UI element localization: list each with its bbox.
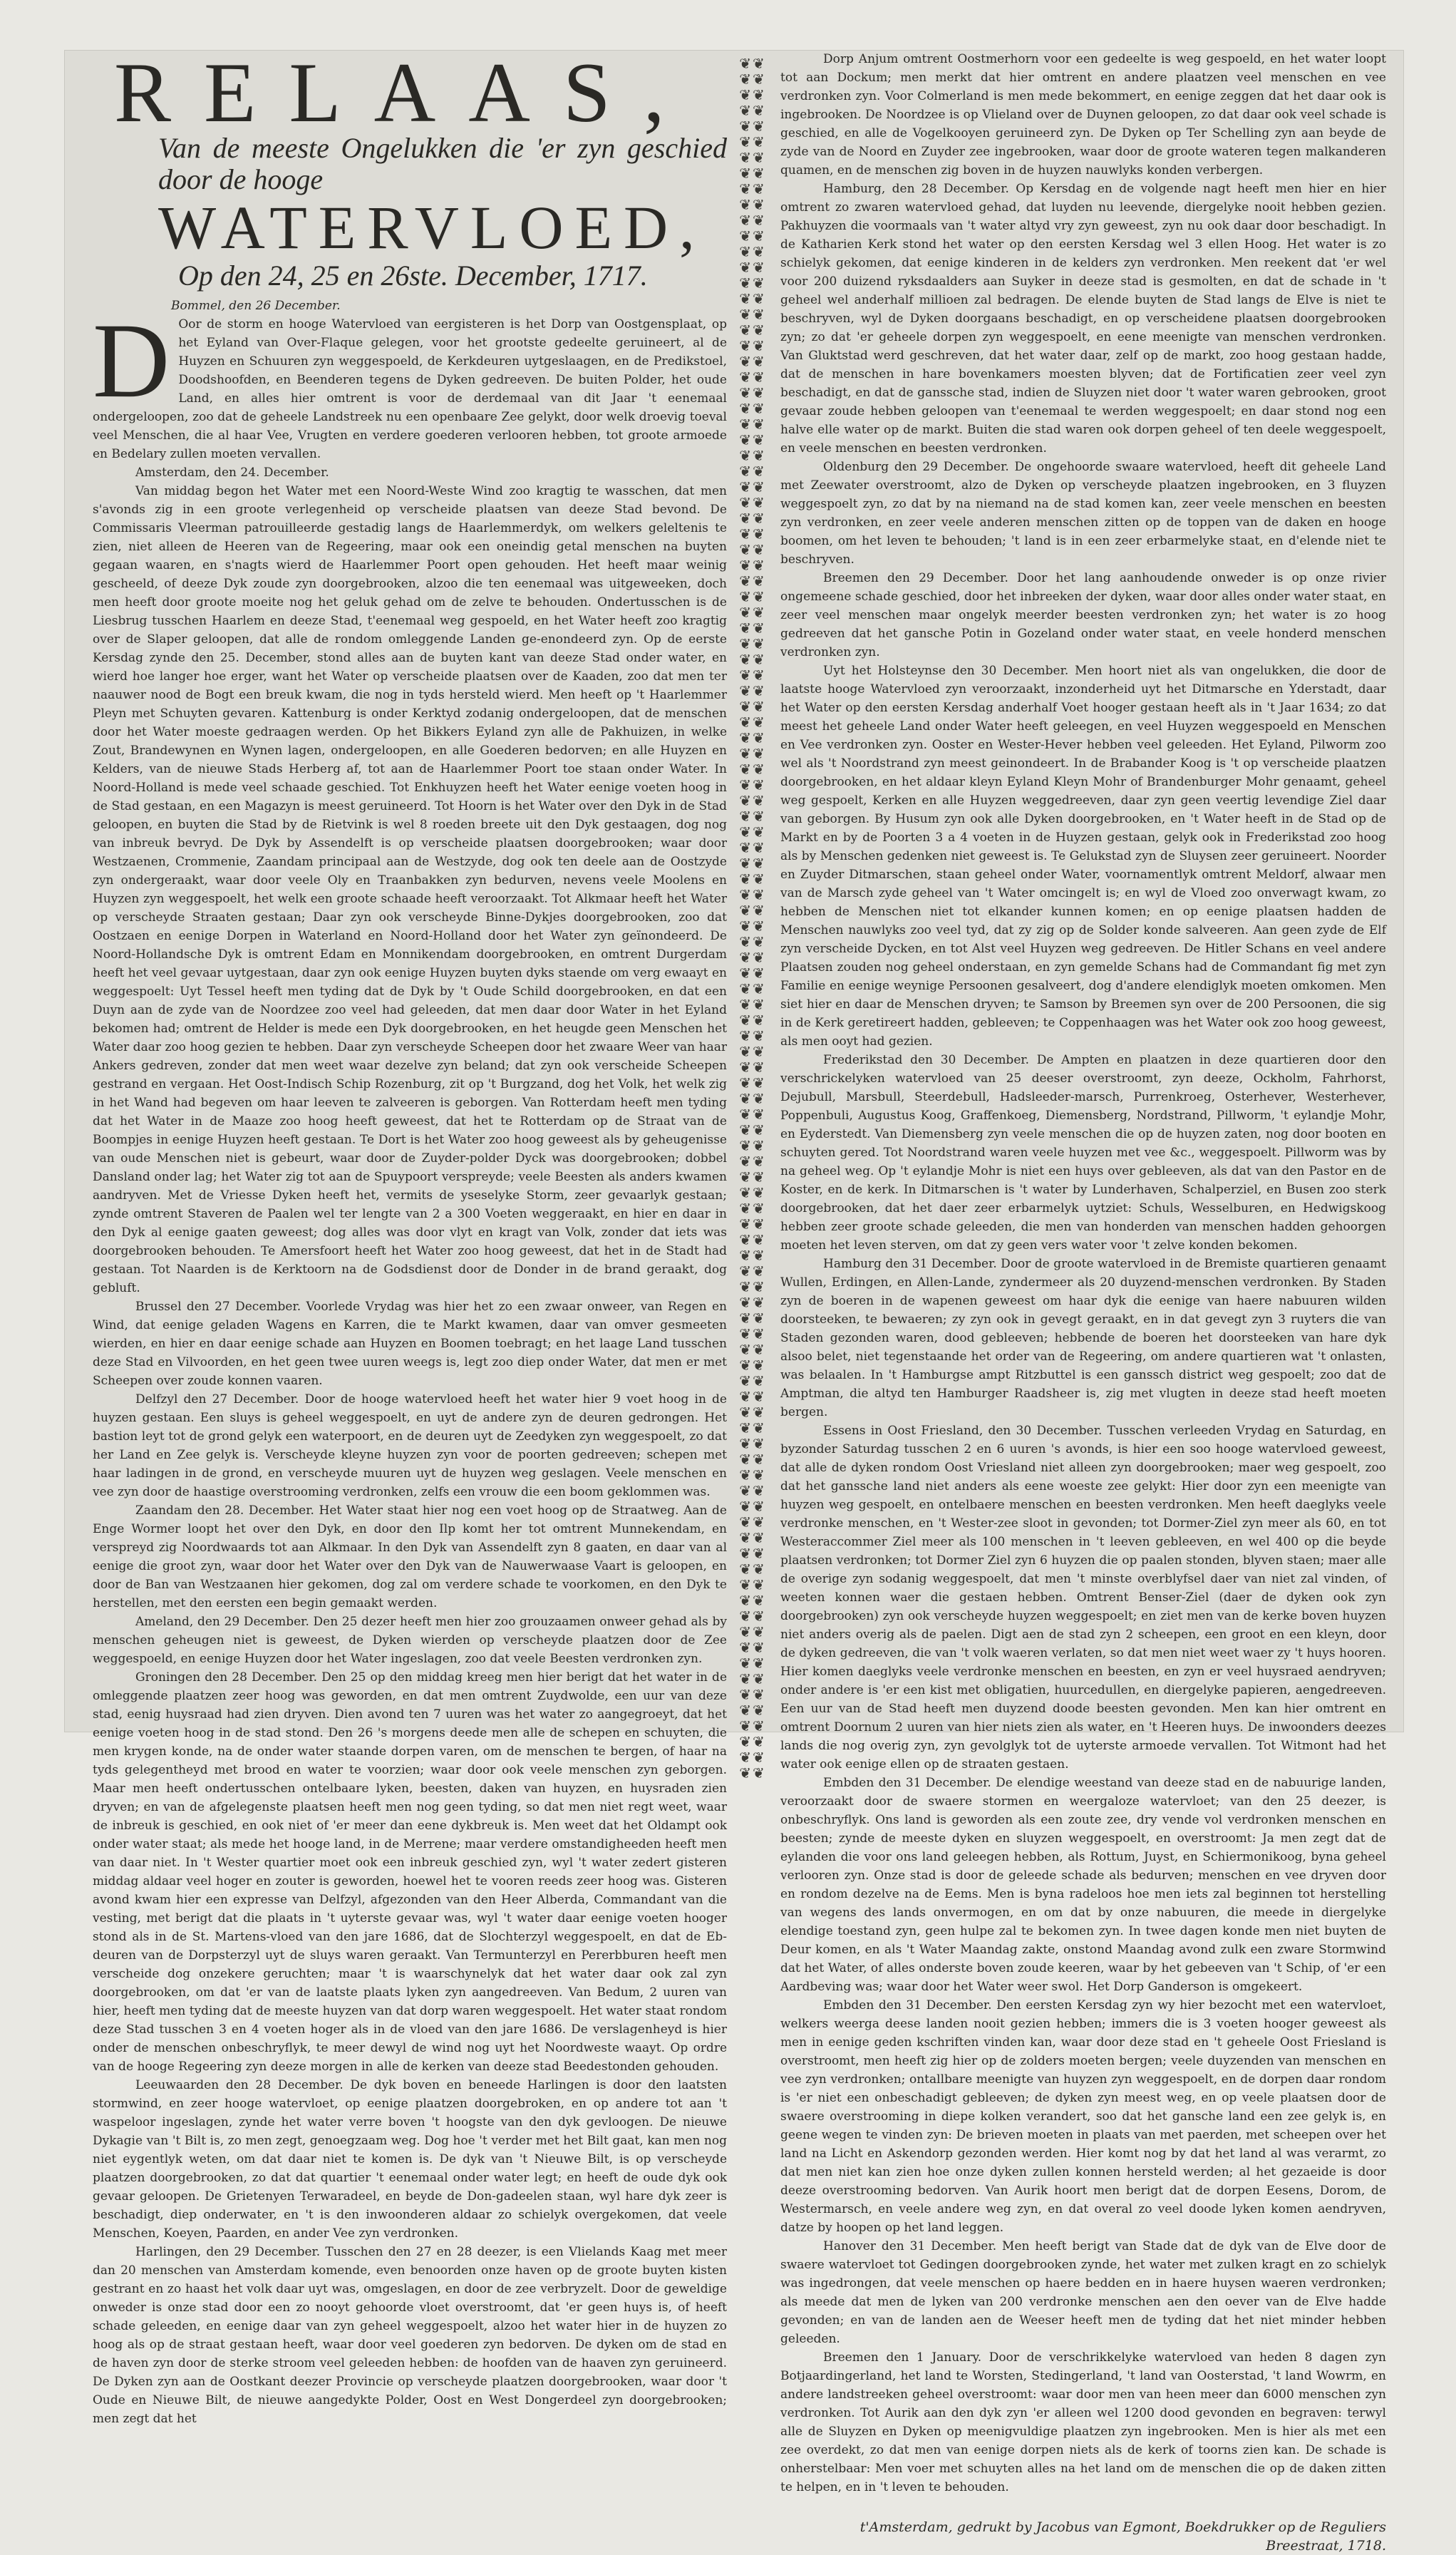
fleuron-icon: ❦❦ [739,212,766,229]
fleuron-icon: ❦❦ [739,808,766,825]
fleuron-icon: ❦❦ [739,431,766,448]
news-paragraph: Zaandam den 28. December. Het Water staat hier nog een voet hoog op de Straatweg. Aan de Enge Wormer loopt het over den Dyk, en door den Ilp komt her tot omtrent Munnekendam, en verspreyd zig Noordwaards tot aan Alkmaar. In den Dyk van Assendelft zyn 8 gaaten, en daar van al eenige die groot zyn, waar door het Water over den Dyk van de Nauwerwaase Vaart is geloopen, en door de Ban van Westzaanen hier gekomen, dog zal om verdere schade te voorkomen, en den Dyk te herstellen, met den eersten een begin gemaakt werden. [93,1503,727,1610]
news-paragraph: Harlingen, den 29 December. Tusschen den 27 en 28 deezer, is een Vlielands Kaag met meer dan 20 menschen van Amsterdam komende, even benoorden onze haven op de groote buyten kisten gestrant en zo haast het volk daar uyt was, omgeslagen, en door de zee verbryzelt. Door de geweldige onweder is onze stad door een zo nooyt gehoorde vloet overstroomt, dat 'er geen huys is, of heeft schade geleeden, en eenige daar van zyn geheel weggespoelt, alzoo het water hier in de huyzen zo hoog als op de straat gestaan heeft, waar door veel goederen zyn bedorven. De dyken om de stad en de haven zyn door de sterke stroom veel geleeden hebben: de hoofden van de haaven zyn geruineerd. De Dyken zyn aan de Oostkant deezer Provincie op verscheyde plaatzen doorgebrooken, waar door 't Oude en Nieuwe Bilt, de nieuwe aangedykte Polder, Oost en West Dongerdeel zyn doorgebrooken; men zegt dat het [93,2245,727,2426]
right-column [780,50,1386,2554]
left-column [93,45,727,2426]
fleuron-icon: ❦❦ [739,1592,766,1609]
main-title: RELAAS, [114,45,698,140]
fleuron-icon: ❦❦ [739,1027,766,1044]
fleuron-icon: ❦❦ [739,525,766,543]
fleuron-icon: ❦❦ [739,1498,766,1515]
fleuron-icon: ❦❦ [739,71,766,88]
fleuron-icon: ❦❦ [739,102,766,119]
news-paragraph: Van middag begon het Water met een Noord-Weste Wind zoo kragtig te wasschen, dat men s'avonds zig in een groote verlegenheid op verscheide plaatsen van deeze Stad bevond. De Commissaris Vleerman patrouilleerde gestadig langs de Haarlemmerdyk, om welkers geleltenis te zien, niet alleen de Heeren van de Regeering, maar ook een oneindig getal menschen na buyten gegaan waaren, en s'nagts wierd de Haarlemmer Poort open gehouden. Het heeft maar weinig gescheeld, of deeze Dyk zoude zyn doorgebrooken, alzoo die ten eenemaal was uitgeweeken, doch men heeft door groote moeite nog het geluk gehad om de zelve te behouden. Ondertusschen is de Liesbrug tusschen Haarlem en deeze Stad, t'eenemaal weg gespoeld, en het Water heeft zoo kragtig over de Slaper geloopen, dat alle de rondom omleggende Landen ge-enondeerd zyn. Op de eerste Kersdag zynde den 25. December, stond alles aan de buyten kant van deeze Stad onder water, en wierd hoe langer hoe erger, want het Water op verscheide plaatsen over de Kaaden, zoo dat men ter naauwer nood de Bogt een breuk kwam, die nog in tyds hersteld wierd. Men heeft op 't Haarlemmer Pleyn met Schuyten gevaren. Kattenburg is onder Kerktyd zodanig ondergeloopen, dat de menschen door het Water moeste gedraagen werden. Op het Bikkers Eyland zyn alle de Pakhuizen, in welke Zout, Brandewynen en Wynen lagen, ondergeloopen, en alle Goederen bedorven; en alle Huyzen en Kelders, van de nieuwe Stads Herberg af, tot aan de Haarlemmer Poort toe staan onder Water. In Noord-Holland is mede veel schaade geschied. Tot Enkhuyzen heeft het Water eenige voeten hoog in de Stad gestaan, en een Magazyn is meest geruineerd. Tot Hoorn is het Water over den Dyk in de Stad geloopen, en buyten die Stad by de Rietvink is wel 8 roeden breete uit den Dyk gestaagen, dog nog van inbreuk bevryd. De Dyk by Assendelft is op verscheide plaatsen doorgebrooken; waar door Westzaenen, Crommenie, Zaandam principaal aan de Westzyde, dog ook ten deele aan de Oostzyde zyn ondergeraakt, waar door veele Oly en Traanbakken zyn bedurven, nevens veele Moolens en Huyzen zyn weggespoelt, het welk een groote schaade heeft veroorzaakt. Tot Alkmaar heeft het Water op verscheyde Straaten gestaan; Daar zyn ook verscheyde Binne-Dykjes doorgebrooken, zoo dat Oostzaen en eenige Dorpen in Waterland en Noord-Holland door het Water zyn geïnondeerd. De Noord-Hollandsche Dyk is omtrent Edam en Monnikendam doorgebrooken, en omtrent Durgerdam heeft het veel gevaar uytgestaan, daar zyn ook eenige Huyzen buyten dyks staende om verg ewaayt en weggespoelt: Uyt Tessel heeft men tyding dat de Dyk by 't Oude Schild doorgebrooken, en dat een Duyn aan de zyde van de Noordzee zoo veel had geleeden, dat men daar door Water in het Eyland bekomen had; omtrent de Helder is mede een Dyk doorgebrooken, en het heugde geen Menschen het Water daar zoo hoog gezien te hebben. Daar zyn verscheyde Scheepen door het zwaare Weer van haar Ankers gedreven, zonder dat men weet waar dezelve zyn beland; dat zyn ook verscheide Scheepen gestrand en vergaan. Het Oost-Indisch Schip Rozenburg, zit op 't Burgzand, dog het Volk, het welk zig in het Wand had begeven om haar leeven te zalveeren is geborgen. Van Rotterdam heeft men tyding dat het Water in de Maaze zoo hoog heeft geweest, dat het te Rotterdam op de Straat van de Boompjes in eenige Huyzen heeft gestaan. Te Dort is het Water zoo hoog geweest als by geheugenisse van oude Menschen niet is gebeurt, waar door de Zuyder-polder Dyck was doorgebrooken; dobbel Dansland onder lag; het Water zig tot aan de Spuypoort verspreyde; veele Beesten als anders kwamen aandryven. Met de Vriesse Dyken heeft het, vermits de yseselyke Storm, zeer gevaarlyk gestaan; zynde omtrent Staveren de Paalen wel ter lengte van 2 a 300 Voeten weggeraakt, en hier en daar in den Dyk al eenige gaaten geweest; dog alles was door vlyt en kragt van Volk, zonder dat iets was doorgebrooken behouden. Te Amersfoort heeft het Water zoo hoog geweest, dat het in de Stadt had gestaan. Tot Naarden is de Kerktoorn na de Godsdienst door de Donder in de brand geraakt, dog gebluft. [93,484,727,1295]
fleuron-icon: ❦❦ [739,1670,766,1687]
fleuron-icon: ❦❦ [739,1623,766,1640]
fleuron-icon: ❦❦ [739,306,766,323]
date-line: Op den 24, 25 en 26ste. December, 1717. [178,259,648,292]
fleuron-icon: ❦❦ [739,965,766,982]
fleuron-icon: ❦❦ [739,1372,766,1389]
fleuron-icon: ❦❦ [739,620,766,637]
news-paragraph: Brussel den 27 December. Voorlede Vrydag was hier het zo een zwaar onweer, van Regen en Wind, dat eenige geladen Wagens en Karren, die te Markt kwamen, daar van omver gesmeeten wierden, en hier en daar eenige schade aan Huyzen en Boomen toebragt; en het laage Land tusschen deze Stad en Vilvoorden, en het geen twee uuren weegs is, legt zoo diep onder Water, dat men er met Scheepen over zoude konnen vaaren. [93,1300,727,1388]
right-text [780,50,1386,2497]
fleuron-icon: ❦❦ [739,290,766,307]
news-paragraph: Hamburg, den 28 December. Op Kersdag en de volgende nagt heeft men hier en hier omtrent zo zwaren watervloed gehad, dat luyden nu leevende, diergelyke nooit hebben gezien. Pakhuyzen die voormaals van 't water altyd vry zyn geweest, zyn nu ook daar door beschadigt. In de Katharien Kerk stond het water op den eersten Kersdag wel 3 ellen Hoog. Het water is zo schielyk gekomen, dat eenige kinderen in de kelders zyn verdronken. Men reekent dat 'er wel voor 200 duizend ryksdaalders aan Suyker in deeze stad is gesmolten, en dat de schade in 't geheel wel anderhalf millioen zal bedragen. De elende buyten de Stad langs de Elve is niet te beschryven, wyl de Dyken doorgaans beschadigt, en op verscheidene plaatsen doorgebrooken zyn; zo dat 'er geheele dorpen zyn weggespoelt, en eene meenigte van menschen verdronken. Van Gluktstad werd geschreven, dat het water daar, zelf op de markt, zoo hoog gestaan hadde, dat de menschen in hare bovenkamers moesten blyven; dat de Fortificatien zeer veel zyn beschadigt, en dat de ganssche stad, indien de Sluyzen niet door 't water waren gebrooken, groot gevaar zoude hebben geloopen van t'eenemaal te werden weggespoelt; en daar stond nog een halve elle water op de markt. Buiten die stad waren ook dorpen geheel of ten deele weggespoelt, en veele menschen en beesten verdronken. [780,182,1386,456]
fleuron-icon: ❦❦ [739,1294,766,1311]
fleuron-icon: ❦❦ [739,714,766,731]
fleuron-icon: ❦❦ [739,996,766,1013]
fleuron-icon: ❦❦ [739,196,766,213]
drop-cap: D [93,302,170,420]
fleuron-icon: ❦❦ [739,588,766,605]
fleuron-icon: ❦❦ [739,698,766,715]
fleuron-icon: ❦❦ [739,823,766,840]
fleuron-icon: ❦❦ [739,1074,766,1091]
news-paragraph: Hamburg den 31 December. Door de groote watervloed in de Bremiste quartieren genaamt Wullen, Erdingen, en Allen-Lande, zyndermeer als 20 duyzend-menschen verdronken. By Staden zyn de boeren in de wapenen geweest om haar dyk die eenige van haere nabuuren wilden doorsteeken, te bewaeren; zy zyn ook in gevegt geraakt, en in dat gevegt zyn 3 ruyters die van Staden gezonden waren, dood gebleeven; hebbende de boeren het doorsteeken van hare dyk alsoo belet, niet tegenstaande het order van de Regeering, om andere quartieren wat 't onlasten, was belaalen. In 't Hamburgse ampt Ritzbuttel is een ganssch district weg gespoelt; zoo dat de Amptman, die altyd ten Hamburger Raadsheer is, zig met vlugten in deeze stad heeft moeten bergen. [780,1257,1386,1419]
fleuron-icon: ❦❦ [739,902,766,919]
fleuron-icon: ❦❦ [739,274,766,292]
fleuron-icon: ❦❦ [739,478,766,495]
fleuron-icon: ❦❦ [739,1215,766,1233]
fleuron-icon: ❦❦ [739,353,766,370]
fleuron-icon: ❦❦ [739,243,766,260]
fleuron-icon: ❦❦ [739,604,766,621]
news-paragraph: Uyt het Holsteynse den 30 December. Men hoort niet als van ongelukken, die door de laatste hooge Watervloed zyn veroorzaakt, inzonderheid uyt het Ditmarsche en Yderstadt, daar het Water op den eersten Kersdag anderhalf Voet hooger gestaan heeft als in 't Jaar 1634; zo dat meest het geheele Land onder Water heeft geleegen, en veel Huyzen weggespoeld en Menschen en Vee verdronken zyn. Ooster en Wester-Hever hebben veel geleeden. Het Eyland, Pilworm zoo wel als 't Noordstrand zyn meest geinondeert. In de Brabander Koog is 't op verscheide plaatzen doorgebrooken, en het aldaar kleyn Eyland Kleyn Mohr of Brandenburger Mohr genaamt, geheel weg gespoelt, Kerken en alle Huyzen weggedreeven, daar zyn geen veertig levendige Ziel daar van geborgen. By Husum zyn ook alle Dyken doorgebrooken, en 't Water heeft in de Stad op de Markt en by de Poorten 3 a 4 voeten in de Huyzen gestaan, gelyk ook in Frederikstad zoo hoog als by Menschen gedenken niet geweest is. Te Gelukstad zyn de Sluysen zeer geruineert. Noorder en Zuyder Ditmarschen, staan geheel onder Water, voornamentlyk omtrent Meldorf, alwaar men van de Marsch zyde geheel van 't Water omcingelt is; en wyl de Vloed zoo onverwagt kwam, zo hebben de Menschen niet tot elkander kunnen komen; en op eenige plaatsen hadden de Menschen nauwlyks zoo veel tyd, dat zy zig op de Solder konde salveeren. Aan geen zyde de Elf zyn verscheide Dycken, en tot Alst veel Huyzen weg gedreeven. De Hitler Schans en veel andere Plaatsen zouden nog geheel onderstaan, en zyn gemelde Schans had de Commandant fig met zyn Familie en eenige weynige Persoonen gesalveert, dog d'andere elendiglyk moeten omkomen. Men siet hier en daar de Menschen dryven; te Samson by Breemen syn over de 200 Persoonen, die sig in de Kerk geretireert hadden, gebleeven; te Coppenhaagen was het Water ook zoo hoog geweest, als men ooyt had gezien. [780,664,1386,1049]
fleuron-icon: ❦❦ [739,180,766,197]
fleuron-icon: ❦❦ [739,1184,766,1201]
fleuron-icon: ❦❦ [739,745,766,762]
fleuron-icon: ❦❦ [739,1404,766,1421]
fleuron-icon: ❦❦ [739,322,766,339]
fleuron-icon: ❦❦ [739,1247,766,1264]
fleuron-icon: ❦❦ [739,118,766,135]
fleuron-icon: ❦❦ [739,1310,766,1327]
news-paragraph: Amsterdam, den 24. December. [135,466,329,480]
news-paragraph: Embden den 31 December. Den eersten Kersdag zyn wy hier bezocht met een watervloet, welkers weerga deese landen nooit gezien hebben; immers die is 3 voeten hooger geweest als men in eenige geden kschriften vinden kan, waar door deze stad en 't geheele Oost Friesland is overstroomt, men heeft zig hier op de zolders moeten bergen; veele duyzenden van menschen en vee zyn verdronken; ontallbare meenigte van huyzen zyn weggespoelt, en de dorpen daar rondom is 'er niet een onbeschadigt gebleeven; de dyken zyn meest weg, en op veele plaatsen door de swaere overstrooming in diepe kolken verandert, soo dat het gansche land een zee gelyk is, en geene wegen te vinden zyn: De brieven moeten in plaats van met paerden, met scheepen over het land na Licht en Askendorp gezonden werden. Hier komt nog by dat het land al was verarmt, zo dat men niet kan zien hoe onze dyken zullen konnen hersteld werden; al het gezaeide is door deeze overstrooming bedorven. Van Aurik hoort men berigt dat de dorpen Eesens, Dorom, de Westermarsch, en veele andere weg zyn, en dat overal zo veel doode lyken komen aendryven, datze by hoopen op het land leggen. [780,1998,1386,2235]
fleuron-icon: ❦❦ [739,1466,766,1484]
fleuron-icon: ❦❦ [739,761,766,778]
fleuron-icon: ❦❦ [739,1231,766,1248]
fleuron-icon: ❦❦ [739,1482,766,1499]
fleuron-icon: ❦❦ [739,1012,766,1029]
fleuron-icon: ❦❦ [739,133,766,150]
fleuron-icon: ❦❦ [739,1341,766,1358]
fleuron-icon: ❦❦ [739,1200,766,1217]
fleuron-icon: ❦❦ [739,1451,766,1468]
fleuron-icon: ❦❦ [739,227,766,245]
news-paragraph: Frederikstad den 30 December. De Ampten en plaatzen in deze quartieren door den verschrickelyken watervloed van 25 deeser overstroomt, zyn deeze, Ockholm, Fahrhorst, Dejubull, Marsbull, Steerdebull, Hadsleeder-marsch, Purrenkroeg, Osterhever, Westerhever, Poppenbuli, Augustus Koog, Graffenkoeg, Diemensberg, Nordstrand, Pillworm, 't eylandje Mohr, en Eyderstedt. Van Diemensberg zyn veele menschen die op de huyzen zaten, nog door booten en schuyten gered. Tot Noordstrand waren veele huyzen met vee &c., weggespoelt. Pillworm was by na geheel weg. Op 't eylandje Mohr is niet een huys over gebleeven, als dat van den Pastor en de Koster, en de kerk. In Ditmarschen is 't water by Lunderhaven, Schalperziel, en Busen zoo sterk doorgebrooken, dat het daer zeer erbarmelyk uytziet: Schuls, Wesselburen, en Hedwigskoog hebben zeer groote schade geleeden, die men van honderden van menschen hadden gehoorgen moeten het leven sterven, om dat zy geen vers water voor 't zelve konden bekomen. [780,1053,1386,1253]
news-paragraph: Groningen den 28 December. Den 25 op den middag kreeg men hier berigt dat het water in de omleggende plaatzen zeer hoog was geworden, en dat men omtrent Zuydwolde, een uur van deze stad, eenig huysraad had zien dryven. Dien avond ten 7 uuren was het water zo aangegroeyt, dat het eenige voeten hoog in de stad stond. Den 26 's morgens deede men alle de schepen en schuyten, die men krygen konde, na de onder water staande dorpen varen, om de menschen te bergen, of haar na tyds gelegentheyd met brood en water te voorzien; waar door ook veele menschen zyn geborgen. Maar men heeft ondertusschen ontelbaare lyken, beesten, daken van huyzen, en huysraden zien dryven; en van de afgelegenste plaatsen heeft men nog geen tyding, so dat men niet regt weet, waar de inbreuk is geschied, en ook niet of 'er meer dan eene dykbreuk is. Men weet dat het Oldampt ook onder water staat; als mede het hooge land, in de Merrene; maar verdere omstandigheeden heeft men van daar niet. In 't Wester quartier moet ook een inbreuk geschied zyn, wyl 't water zedert gisteren middag aldaar veel hoger en zouter is geworden, hoewel het te vooren reeds zeer hoog was. Gisteren avond kwam hier een expresse van Delfzyl, afgezonden van den Heer Alberda, Commandant van die vesting, met berigt dat die plaats in 't uyterste gevaar was, wyl 't water daar eenige voeten hooger stond als in de St. Martens-vloed van den jare 1686, dat de Slochterzyl weggespoelt, en dat de Eb-deuren van de Dorpsterzyl uyt de sluys waren geraakt. Van Termunterzyl en Pererbburen heeft men verscheide dog onzekere geruchten; maar 't is waarschynelyk dat het water daar ook zal zyn doorgebrooken, om dat 'er van de laatste plaats lyken zyn aangedreeven. Van Bedum, 2 uuren van hier, heeft men tyding dat de meeste huyzen van dat dorp waren weggespoelt. Het water staat rondom deze Stad tusschen 3 en 4 voeten hoger als in de vloed van den jare 1686. De verslagenheyd is hier onder de menschen onbeschryflyk, te meer dewyl de wind nog uyt het Noordweste waayt. Op ordre van de hooge Regeering zyn deeze morgen in alle de kerken van deeze stad Beedestonden gehouden. [93,1670,727,2074]
subtitle: Van de meeste Ongelukken die 'er zyn geschied door de hooge [158,132,727,195]
fleuron-icon: ❦❦ [739,1608,766,1625]
ornamental-divider [729,55,776,1782]
fleuron-icon: ❦❦ [739,572,766,590]
fleuron-icon: ❦❦ [739,855,766,872]
fleuron-icon: ❦❦ [739,980,766,997]
news-paragraph: Oldenburg den 29 December. De ongehoorde swaare watervloed, heeft dit geheele Land met Zeewater overstroomt, alzo de Dyken op verscheyde plaatzen ingebrooken, en 3 fluyzen weggespoelt zyn, zo dat by na niemand na de stad komen kan, zeer veele menschen en beesten zyn verdronken, en zeer veele anderen menschen zitten op de toppen van de daken en hooge boomen, om het leven te behouden; 't land is in een zeer erbarmelyke staat, en d'elende niet te beschryven. [780,460,1386,567]
fleuron-icon: ❦❦ [739,1764,766,1782]
fleuron-icon: ❦❦ [739,1733,766,1750]
fleuron-icon: ❦❦ [739,337,766,354]
fleuron-icon: ❦❦ [739,933,766,950]
fleuron-icon: ❦❦ [739,510,766,527]
fleuron-icon: ❦❦ [739,667,766,684]
fleuron-icon: ❦❦ [739,1717,766,1734]
fleuron-icon: ❦❦ [739,494,766,511]
fleuron-icon: ❦❦ [739,1106,766,1123]
fleuron-icon: ❦❦ [739,1325,766,1342]
fleuron-icon: ❦❦ [739,917,766,935]
fleuron-icon: ❦❦ [739,447,766,464]
news-paragraph: Ameland, den 29 December. Den 25 dezer heeft men hier zoo grouzaamen onweer gehad als by menschen geheugen niet is geweest, de Dyken wierden op verscheyde plaatzen door de Zee weggespoeld, en eenige Huyzen door het Water ingeslagen, zoo dat veele Beesten verdronken zyn. [93,1615,727,1666]
fleuron-icon: ❦❦ [739,1702,766,1719]
fleuron-icon: ❦❦ [739,55,766,72]
fleuron-icon: ❦❦ [739,1137,766,1154]
news-paragraph: Essens in Oost Friesland, den 30 December. Tusschen verleeden Vrydag en Saturdag, en byzonder Saturdag tusschen 2 en 6 uuren 's avonds, is hier een soo hooge watervloed geweest, dat alle de dyken rondom Oost Vriesland niet alleen zyn doorgebrooken; maer weg gespoelt, zoo dat het ganssche land niet anders als eene woeste zee gelykt: Hier door zyn een meenigte van huyzen weg gespoelt, en ontelbaere menschen en beesten verdronken. Men heeft daeglyks veele verdronke menschen, en 't Wester-zee sloot in gevonden; tot Dormer-Ziel zyn meer als 60, en tot Westeraccommer Ziel meer als 100 menschen in 't leeven gebleeven, en wel 400 op die beyde plaatsen verdronken; tot Dormer Ziel zyn 6 huyzen die op paalen stonden, blyven staen; maer alle de overige zyn sodanig weggespoelt, dat men 't minste overblyfsel daer van niet zal vinden, of weeten konnen waer die gestaen hebben. Omtrent Benser-Ziel (daer de dyken ook zyn doorgebrooken) zyn ook verscheyde huyzen weggespoelt; en ziet men van de kerke boven huyzen niet anders overig als de paelen. Digt aen de stad zyn 2 scheepen, een groot en een kleyn, door de dyken gedreeven, die van 't volk waeren verlaten, so dat men niet weet waer zy 't huys hooren. Hier komen daeglyks veele verdronke menschen en beesten, en zyn er veel huysraed aendryven; onder andere is 'er een kist met obligatien, huurcedullen, en diergelyke papieren, aengedreeven. Een uur van de Stad heeft men duyzend doode beesten gevonden. Men kan hier omtrent en omtrent Doornum 2 uuren van hier niets zien als water, en 't Heeren huys. De inwoonders deezes lands die nog overig zyn, zyn gevolglyk tot de uyterste armoede vervallen. Tot Witmont had het water ook eenige ellen op de straaten gestaen. [780,1424,1386,1772]
fleuron-icon: ❦❦ [739,839,766,856]
news-paragraph: Dorp Anjum omtrent Oostmerhorn voor een gedeelte is weg gespoeld, en het water loopt tot aan Dockum; men merkt dat hier omtrent en andere plaatzen veel menschen en vee verdronken zyn. Voor Colmerland is men mede bekommert, en eenige zeggen dat het daar ook is ingebrooken. De Noordzee is op Vlieland over de Duynen geloopen, zo dat daar ook veel schade is geschied, en alle de Vogelkooyen geruineerd zyn. De Dyken op Ter Schelling zyn aan beyde de zyde van de Noord en Zuyder zee ingebrooken, waar door de groote wateren tegen malkanderen quamen, en de menschen zig boven in de huyzen nauwlyks konden verbergen. [780,52,1386,178]
fleuron-icon: ❦❦ [739,149,766,166]
fleuron-icon: ❦❦ [739,86,766,103]
news-paragraph: Delfzyl den 27 December. Door de hooge watervloed heeft het water hier 9 voet hoog in de huyzen gestaan. Een sluys is geheel weggespoelt, en uyt de andere zyn de deuren gedrongen. Het bastion leyt tot de grond gelyk een waterpoort, en de deuren uyt de Zeedyken zyn weggespoelt, zo dat her Land en Zee gelyk is. Verscheyde kleyne huyzen zyn voor de poorten gedreeven; schepen met haar ladingen in de grond, en verscheyde muuren uyt de huyzen weg geslagen. Veele menschen en vee zyn door de haastige overstrooming verdronken, zelfs een vrouw die een boom geklommen was. [93,1392,727,1499]
fleuron-icon: ❦❦ [739,1121,766,1138]
news-paragraph: Breemen den 29 December. Door het lang aanhoudende onweder is op onze rivier ongemeene schade geschied, door het inbreeken der dyken, waar door alles onder water staat, en zeer veel menschen maar ongelyk meerder beesten verdronken zyn; het water is zo hoog gedreeven dat het gansche Potin in Gozeland onder water staat, en veele honderd menschen verdronken zyn. [780,571,1386,659]
fleuron-icon: ❦❦ [739,463,766,480]
fleuron-icon: ❦❦ [739,1388,766,1405]
fleuron-icon: ❦❦ [739,1263,766,1280]
fleuron-icon: ❦❦ [739,1545,766,1562]
fleuron-icon: ❦❦ [739,635,766,652]
fleuron-icon: ❦❦ [739,1561,766,1578]
printer-imprint: t'Amsterdam, gedrukt by Jacobus van Egmont, Boekdrukker op de Reguliers Breestraat, 1718. [859,2519,1386,2554]
news-paragraph: Hanover den 31 December. Men heeft berigt van Stade dat de dyk van de Elve door de swaere watervloet tot Gedingen doorgebrooken zynde, het water met zulken kragt en zo schielyk was ingedrongen, dat veele menschen op haere bedden en in haere huysen waeren verdronken; als meede dat men de lyken van 200 verdronke menschen aen den oever van de Elve hadde gevonden; en van de landen aen de Weeser heeft men de tyding dat het niet minder hebben geleeden. [780,2239,1386,2346]
fleuron-icon: ❦❦ [739,1576,766,1593]
fleuron-icon: ❦❦ [739,165,766,182]
news-paragraph: Oor de storm en hooge Watervloed van eergisteren is het Dorp van Oostgensplaat, op het Eyland van Over-Flaque gelegen, voor het grootste gedeelte geruineert, al de Huyzen en Schuuren zyn weggespoeld, de Kerkdeuren uytgeslaagen, en de Predikstoel, Doodshoofden, en Beenderen tegens de Dyken gedreeven. De buiten Polder, het oude Land, en alles hier omtrent is voor de derdemaal van dit Jaar 't eenemaal ondergeloopen, zoo dat de geheele Landstreek nu een openbaare Zee gelykt, door welk droevig toeval veel Menschen, die al haar Vee, Vrugten en verdere goederen verlooren hebben, tot groote armoede en Bedelary zullen moeten vervallen. [93,317,727,461]
fleuron-icon: ❦❦ [739,541,766,558]
fleuron-icon: ❦❦ [739,1168,766,1186]
fleuron-icon: ❦❦ [739,1655,766,1672]
news-paragraph: Breemen den 1 January. Door de verschrikkelyke watervloed van heden 8 dagen zyn Botjaardingerland, het land te Worsten, Stedingerland, 't land van Oosterstad, 't land Wowrm, en andere landstreeken geheel overstroomt: waar door men van heen meer dan 6000 menschen zyn verdronken. Tot Aurik aan den dyk zyn 'er alleen wel 1200 dood gevonden en begraven: terwyl alle de Sluyzen en Dyken op meenigvuldige plaatzen zyn ingebrooken. Men is hier als met een zee overdekt, zo dat men van eenige dorpen niets als de kerk of toorns zien kan. De schade is onherstelbaar: Men voer met schuyten alles na het land om de menschen die op de daken zitten te helpen, en in 't leven te behouden. [780,2350,1386,2494]
fleuron-icon: ❦❦ [739,1513,766,1531]
fleuron-icon: ❦❦ [739,1686,766,1703]
fleuron-icon: ❦❦ [739,400,766,417]
fleuron-icon: ❦❦ [739,1043,766,1060]
fleuron-icon: ❦❦ [739,1357,766,1374]
fleuron-icon: ❦❦ [739,1153,766,1170]
secondary-title: WATERVLOED, [158,193,706,262]
fleuron-icon: ❦❦ [739,557,766,574]
fleuron-icon: ❦❦ [739,416,766,433]
fleuron-icon: ❦❦ [739,259,766,276]
fleuron-icon: ❦❦ [739,776,766,793]
fleuron-icon: ❦❦ [739,682,766,699]
fleuron-icon: ❦❦ [739,1639,766,1656]
fleuron-icon: ❦❦ [739,870,766,888]
fleuron-icon: ❦❦ [739,651,766,668]
fleuron-icon: ❦❦ [739,1090,766,1107]
news-paragraph: Leeuwaarden den 28 December. De dyk boven en beneede Harlingen is door den laatsten stormwind, en zeer hooge watervloet, op eenige plaatzen doorgebroken, en op andere tot aan 't waspeloor ingeslagen, zynde het water verre boven 't hoogste van den dyk gevloogen. De nieuwe Dykagie van 't Bilt is, zo men zegt, genoegzaam weg. Dog hoe 't verder met het Bilt gaat, kan men nog niet eygentlyk weten, om dat daar niet te komen is. De dyk van 't Nieuwe Bilt, is op verscheyde plaatzen doorgebrooken, zo dat dat quartier 't eenemaal onder water legt; en heeft de oude dyk ook gevaar geloopen. De Grietenyen Terwaradeel, en beyde de Don-gadeelen staan, wyl hare dyk zeer is beschadigt, diep onderwater, en 't is den inwoonderen aldaar zo schielyk overgekomen, dat veele Menschen, Koeyen, Paarden, en ander Vee zyn verdronken. [93,2078,727,2241]
fleuron-icon: ❦❦ [739,886,766,903]
fleuron-icon: ❦❦ [739,1435,766,1452]
fleuron-icon: ❦❦ [739,1749,766,1766]
fleuron-icon: ❦❦ [739,1059,766,1076]
dateline-bommel: Bommel, den 26 December. [171,299,341,313]
fleuron-icon: ❦❦ [739,1278,766,1295]
fleuron-icon: ❦❦ [739,949,766,966]
fleuron-icon: ❦❦ [739,1529,766,1546]
news-paragraph: Embden den 31 December. De elendige weestand van deeze stad en de nabuurige landen, veroorzaakt door de swaere stormen en weergaloze watervloet; van den 25 deezer, is onbeschryflyk. Ons land is geworden als een zoute zee, dry vende vol verdronken menschen en beesten; zynde de meeste dyken en sluyzen weggespoelt, en overstroomt: Ja men zegt dat de eylanden die voor ons land geleegen hebben, als Rottum, Juyst, en Schiermonikoog, byna geheel verlooren zyn. Onze stad is door de geleede schade als bedurven; menschen en vee dryven door en rondom dezelve na de Eems. Men is byna radeloos hoe men iets zal beginnen tot herstelling van wegens des lands onvermogen, en om dat by onze nabuuren, die meede in diergelyke elendige toestand zyn, geen hulpe zal te bekomen zyn. In twee dagen konde men niet buyten de Deur komen, en als 't Water Maandag zakte, onstond Maandag avond zulk een zware Stormwind dat het Water, of alles onderste boven zoude keeren, waar by het gebeeven van 't Schip, of 'er een Aardbeving was; waar door het Water weer swol. Het Dorp Ganderson is omgekeert. [780,1776,1386,1994]
fleuron-icon: ❦❦ [739,792,766,809]
fleuron-icon: ❦❦ [739,369,766,386]
printed-sheet [64,45,1404,2554]
fleuron-icon: ❦❦ [739,729,766,746]
fleuron-icon: ❦❦ [739,384,766,401]
fleuron-icon: ❦❦ [739,1419,766,1436]
